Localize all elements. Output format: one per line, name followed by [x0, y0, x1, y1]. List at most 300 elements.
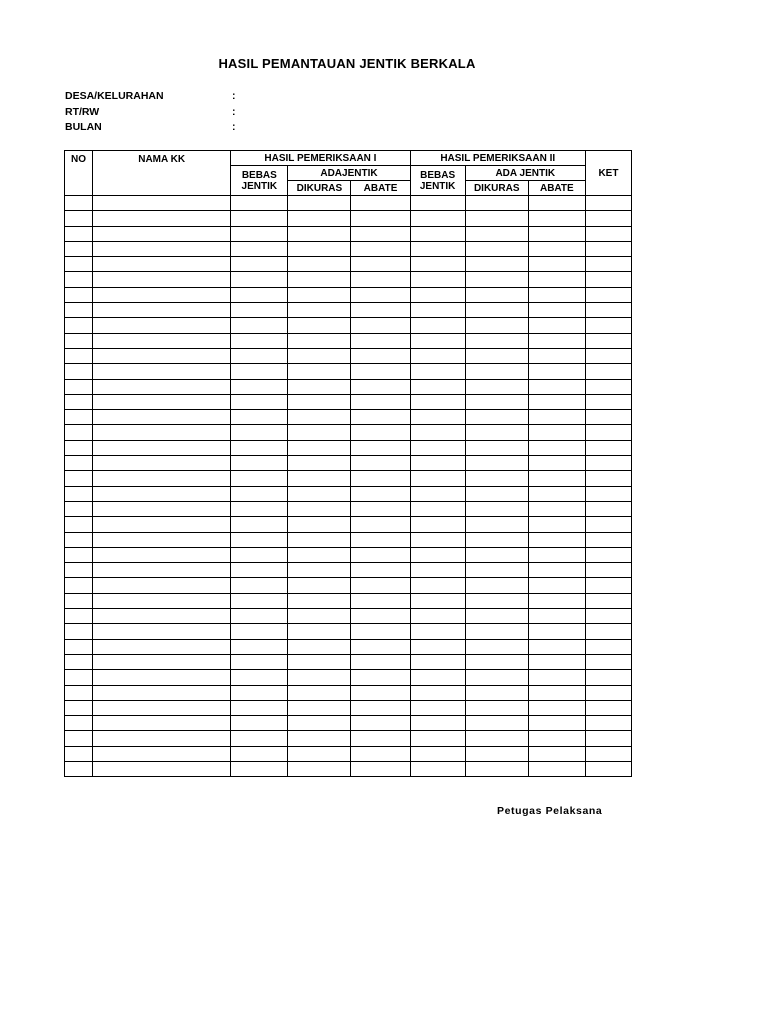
table-cell — [410, 761, 465, 776]
table-cell — [93, 609, 231, 624]
table-row — [65, 348, 632, 363]
table-cell — [410, 716, 465, 731]
table-row — [65, 226, 632, 241]
table-cell — [528, 593, 585, 608]
table-cell — [410, 670, 465, 685]
table-cell — [528, 287, 585, 302]
table-cell — [231, 456, 288, 471]
table-cell — [65, 287, 93, 302]
table-cell — [465, 685, 528, 700]
table-row — [65, 318, 632, 333]
table-row — [65, 731, 632, 746]
header-ada-jentik-1: ADAJENTIK — [288, 166, 410, 181]
table-cell — [288, 654, 351, 669]
table-cell — [288, 563, 351, 578]
table-cell — [528, 716, 585, 731]
table-row — [65, 471, 632, 486]
table-cell — [528, 578, 585, 593]
table-cell — [288, 547, 351, 562]
table-cell — [288, 456, 351, 471]
table-cell — [585, 700, 631, 715]
table-cell — [288, 578, 351, 593]
table-row — [65, 609, 632, 624]
table-cell — [410, 609, 465, 624]
table-cell — [465, 348, 528, 363]
table-cell — [231, 333, 288, 348]
field-separator: : — [232, 90, 236, 102]
table-cell — [288, 639, 351, 654]
table-row — [65, 196, 632, 211]
table-cell — [528, 241, 585, 256]
table-cell — [410, 700, 465, 715]
table-cell — [465, 272, 528, 287]
table-cell — [93, 456, 231, 471]
table-cell — [351, 364, 410, 379]
table-cell — [231, 716, 288, 731]
table-cell — [351, 685, 410, 700]
field-separator: : — [232, 121, 236, 133]
table-row — [65, 379, 632, 394]
table-cell — [528, 440, 585, 455]
table-row — [65, 670, 632, 685]
table-cell — [93, 379, 231, 394]
field-label: DESA/KELURAHAN — [65, 90, 164, 102]
table-cell — [288, 364, 351, 379]
table-row — [65, 700, 632, 715]
table-cell — [351, 547, 410, 562]
table-cell — [465, 394, 528, 409]
table-cell — [465, 196, 528, 211]
table-cell — [65, 593, 93, 608]
table-cell — [410, 685, 465, 700]
field-label: BULAN — [65, 121, 102, 133]
table-cell — [585, 731, 631, 746]
table-cell — [65, 440, 93, 455]
table-row — [65, 517, 632, 532]
table-cell — [93, 348, 231, 363]
table-cell — [410, 410, 465, 425]
table-cell — [351, 471, 410, 486]
table-cell — [65, 379, 93, 394]
header-ket: KET — [585, 151, 631, 196]
table-cell — [65, 578, 93, 593]
table-cell — [93, 670, 231, 685]
table-cell — [465, 241, 528, 256]
table-cell — [585, 547, 631, 562]
table-row — [65, 685, 632, 700]
table-row — [65, 761, 632, 776]
table-cell — [231, 241, 288, 256]
table-cell — [65, 609, 93, 624]
table-cell — [585, 440, 631, 455]
table-cell — [288, 226, 351, 241]
table-cell — [93, 578, 231, 593]
table-cell — [65, 456, 93, 471]
table-cell — [231, 364, 288, 379]
table-row — [65, 593, 632, 608]
table-cell — [93, 624, 231, 639]
table-row — [65, 425, 632, 440]
table-cell — [65, 272, 93, 287]
table-cell — [585, 609, 631, 624]
table-row — [65, 563, 632, 578]
table-cell — [65, 700, 93, 715]
table-cell — [351, 731, 410, 746]
table-cell — [351, 624, 410, 639]
table-cell — [231, 440, 288, 455]
table-cell — [65, 471, 93, 486]
table-cell — [93, 440, 231, 455]
header-nama-kk: NAMA KK — [93, 151, 231, 196]
table-cell — [93, 196, 231, 211]
table-cell — [65, 348, 93, 363]
monitoring-table — [64, 150, 632, 777]
table-cell — [93, 486, 231, 501]
table-cell — [65, 547, 93, 562]
table-cell — [65, 532, 93, 547]
table-cell — [351, 196, 410, 211]
table-cell — [288, 348, 351, 363]
table-row — [65, 241, 632, 256]
table-cell — [465, 211, 528, 226]
table-cell — [585, 379, 631, 394]
table-cell — [351, 241, 410, 256]
table-cell — [465, 639, 528, 654]
table-cell — [351, 501, 410, 516]
table-cell — [528, 670, 585, 685]
table-cell — [410, 547, 465, 562]
table-cell — [231, 196, 288, 211]
table-cell — [288, 410, 351, 425]
table-cell — [585, 624, 631, 639]
table-cell — [585, 593, 631, 608]
table-cell — [65, 486, 93, 501]
table-cell — [410, 348, 465, 363]
header-abate-2: ABATE — [528, 181, 585, 196]
table-cell — [528, 257, 585, 272]
table-cell — [231, 211, 288, 226]
table-cell — [585, 578, 631, 593]
table-cell — [528, 211, 585, 226]
table-cell — [465, 578, 528, 593]
table-cell — [528, 501, 585, 516]
table-body — [65, 196, 632, 777]
field-separator: : — [232, 105, 236, 118]
table-cell — [65, 685, 93, 700]
table-cell — [93, 394, 231, 409]
table-cell — [93, 241, 231, 256]
table-cell — [93, 501, 231, 516]
table-cell — [288, 716, 351, 731]
table-cell — [288, 471, 351, 486]
table-cell — [93, 333, 231, 348]
table-cell — [465, 318, 528, 333]
table-row — [65, 486, 632, 501]
table-cell — [93, 685, 231, 700]
table-cell — [288, 287, 351, 302]
table-cell — [351, 440, 410, 455]
table-cell — [410, 501, 465, 516]
table-cell — [528, 196, 585, 211]
table-row — [65, 639, 632, 654]
table-cell — [410, 318, 465, 333]
table-cell — [410, 654, 465, 669]
table-cell — [585, 670, 631, 685]
table-cell — [528, 318, 585, 333]
table-row — [65, 440, 632, 455]
table-cell — [93, 716, 231, 731]
table-row — [65, 578, 632, 593]
table-cell — [351, 287, 410, 302]
table-cell — [410, 226, 465, 241]
table-cell — [231, 226, 288, 241]
table-cell — [231, 654, 288, 669]
table-row — [65, 456, 632, 471]
table-cell — [528, 700, 585, 715]
table-cell — [528, 425, 585, 440]
table-cell — [528, 410, 585, 425]
table-cell — [93, 471, 231, 486]
table-cell — [288, 532, 351, 547]
table-cell — [410, 394, 465, 409]
table-cell — [351, 654, 410, 669]
header-bebas-jentik-2: BEBAS JENTIK — [410, 166, 465, 196]
table-cell — [585, 685, 631, 700]
table-cell — [65, 654, 93, 669]
table-cell — [231, 348, 288, 363]
table-cell — [65, 746, 93, 761]
table-cell — [93, 700, 231, 715]
table-cell — [528, 685, 585, 700]
table-cell — [93, 364, 231, 379]
table-cell — [231, 318, 288, 333]
table-cell — [465, 700, 528, 715]
table-cell — [93, 425, 231, 440]
table-cell — [465, 226, 528, 241]
table-cell — [65, 639, 93, 654]
table-cell — [410, 379, 465, 394]
table-cell — [585, 394, 631, 409]
table-cell — [585, 486, 631, 501]
table-cell — [93, 303, 231, 318]
table-row — [65, 532, 632, 547]
table-cell — [351, 257, 410, 272]
table-cell — [351, 716, 410, 731]
table-cell — [410, 517, 465, 532]
table-cell — [465, 379, 528, 394]
table-cell — [351, 578, 410, 593]
table-cell — [585, 348, 631, 363]
table-cell — [528, 394, 585, 409]
table-cell — [585, 639, 631, 654]
table-cell — [65, 211, 93, 226]
table-cell — [231, 761, 288, 776]
table-cell — [585, 761, 631, 776]
table-cell — [465, 257, 528, 272]
table-cell — [528, 624, 585, 639]
table-cell — [465, 746, 528, 761]
table-row — [65, 501, 632, 516]
table-cell — [410, 333, 465, 348]
table-cell — [351, 532, 410, 547]
table-cell — [351, 348, 410, 363]
table-cell — [65, 716, 93, 731]
table-cell — [528, 348, 585, 363]
table-cell — [585, 517, 631, 532]
table-cell — [231, 425, 288, 440]
table-cell — [93, 593, 231, 608]
table-cell — [288, 746, 351, 761]
table-cell — [231, 303, 288, 318]
table-cell — [528, 547, 585, 562]
field-desa-kelurahan — [65, 89, 236, 105]
table-cell — [528, 639, 585, 654]
table-cell — [465, 532, 528, 547]
table-cell — [65, 624, 93, 639]
table-cell — [465, 456, 528, 471]
table-cell — [528, 364, 585, 379]
table-cell — [465, 761, 528, 776]
table-cell — [465, 501, 528, 516]
table-cell — [410, 211, 465, 226]
table-cell — [410, 731, 465, 746]
table-cell — [288, 700, 351, 715]
table-row — [65, 746, 632, 761]
table-cell — [585, 425, 631, 440]
table-cell — [351, 670, 410, 685]
table-cell — [351, 456, 410, 471]
table-cell — [528, 532, 585, 547]
table-row — [65, 716, 632, 731]
table-cell — [465, 716, 528, 731]
table-cell — [465, 425, 528, 440]
table-cell — [410, 257, 465, 272]
table-cell — [585, 257, 631, 272]
table-row — [65, 364, 632, 379]
table-cell — [351, 333, 410, 348]
table-cell — [231, 532, 288, 547]
table-cell — [585, 410, 631, 425]
table-cell — [465, 287, 528, 302]
table-cell — [231, 639, 288, 654]
table-cell — [288, 394, 351, 409]
table-cell — [351, 379, 410, 394]
table-cell — [410, 624, 465, 639]
table-cell — [288, 318, 351, 333]
table-cell — [231, 471, 288, 486]
table-cell — [231, 593, 288, 608]
table-cell — [351, 593, 410, 608]
table-cell — [585, 318, 631, 333]
table-cell — [465, 593, 528, 608]
table-cell — [231, 563, 288, 578]
header-exam-1: HASIL PEMERIKSAAN I — [231, 151, 410, 166]
table-cell — [351, 394, 410, 409]
table-cell — [288, 501, 351, 516]
table-cell — [585, 563, 631, 578]
table-cell — [351, 272, 410, 287]
table-cell — [65, 517, 93, 532]
table-cell — [528, 609, 585, 624]
table-cell — [465, 364, 528, 379]
table-cell — [465, 563, 528, 578]
table-cell — [528, 303, 585, 318]
table-cell — [288, 440, 351, 455]
header-bebas-jentik-1: BEBAS JENTIK — [231, 166, 288, 196]
table-cell — [93, 410, 231, 425]
table-cell — [585, 287, 631, 302]
table-row — [65, 654, 632, 669]
table-row — [65, 333, 632, 348]
table-cell — [528, 272, 585, 287]
table-cell — [288, 685, 351, 700]
table-cell — [410, 578, 465, 593]
table-cell — [231, 578, 288, 593]
table-cell — [231, 287, 288, 302]
table-cell — [465, 410, 528, 425]
table-cell — [231, 685, 288, 700]
field-rt-rw — [65, 105, 236, 121]
table-cell — [93, 563, 231, 578]
table-cell — [585, 471, 631, 486]
table-cell — [231, 394, 288, 409]
table-cell — [288, 272, 351, 287]
table-cell — [93, 639, 231, 654]
table-cell — [231, 501, 288, 516]
table-cell — [65, 410, 93, 425]
table-row — [65, 410, 632, 425]
table-cell — [585, 532, 631, 547]
table-cell — [410, 303, 465, 318]
table-cell — [410, 456, 465, 471]
table-cell — [231, 624, 288, 639]
form-header-fields — [65, 89, 236, 136]
table-cell — [410, 471, 465, 486]
table-cell — [465, 486, 528, 501]
table-cell — [65, 501, 93, 516]
table-cell — [528, 654, 585, 669]
field-bulan — [65, 120, 236, 136]
table-cell — [410, 563, 465, 578]
header-ada-jentik-2: ADA JENTIK — [465, 166, 585, 181]
table-cell — [288, 486, 351, 501]
table-cell — [585, 746, 631, 761]
header-abate-1: ABATE — [351, 181, 410, 196]
table-cell — [410, 241, 465, 256]
table-cell — [288, 241, 351, 256]
table-cell — [65, 333, 93, 348]
table-cell — [93, 257, 231, 272]
table-cell — [585, 716, 631, 731]
field-label: RT/RW — [65, 105, 100, 118]
table-cell — [585, 241, 631, 256]
table-cell — [93, 654, 231, 669]
table-cell — [231, 547, 288, 562]
table-cell — [93, 287, 231, 302]
table-row — [65, 303, 632, 318]
table-cell — [65, 563, 93, 578]
table-cell — [410, 532, 465, 547]
table-cell — [528, 731, 585, 746]
table-cell — [93, 547, 231, 562]
table-cell — [231, 379, 288, 394]
table-cell — [351, 517, 410, 532]
table-cell — [528, 333, 585, 348]
table-cell — [231, 257, 288, 272]
table-cell — [465, 670, 528, 685]
table-cell — [351, 410, 410, 425]
table-cell — [65, 425, 93, 440]
